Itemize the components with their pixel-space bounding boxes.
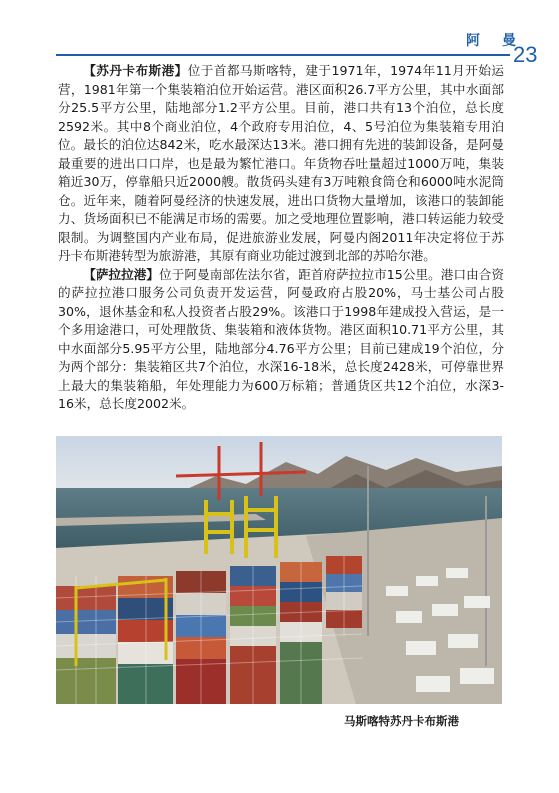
paragraph-text: 位于首都马斯喀特，建于1971年，1974年11月开始运营，1981年第一个集装箱泊位开始运营。港区面积26.7平方公里，其中水面部分25.5平方公里，陆地部分1.2平方公里。目前，港口共有13个泊位，总长度2592米。其中8个商业泊位，4个政府专用泊位，4、5号泊位为集装箱专用泊位。最长的泊位达842米，吃水最深达13米。港口拥有先进的装卸设备，是阿曼最重要的进出口口岸，也是最为繁忙港口。年货物吞吐量超过1000万吨，集装箱近30万，停靠船只近2000艘。散货码头建有3万吨粮食筒仓和6000吨水泥筒仓。近年来，随着阿曼经济的快速发展，进出口货物大量增加，该港口的装卸能力、货场面积已不能满足市场的需要。加之受地理位置影响，港口转运能力较受限制。为调整国内产业布局，促进旅游业发展，阿曼内阁2011年决定将位于苏丹卡布斯港转型为旅游港，其原有商业功能过渡到北部的苏哈尔港。 [58,63,504,263]
paragraph-text: 位于阿曼南部佐法尔省，距首府萨拉拉市15公里。港口由合资的萨拉拉港口服务公司负责开发运营，阿曼政府占股20%，马士基公司占股30%，退休基金和私人投资者占股29%。该港口于1998年建成投入营运，是一个多用途港口，可处理散货、集装箱和液体货物。港区面积10.71平方公里，其中水面部分5.95平方公里，陆地部分4.76平方公里；目前已建成19个泊位，分为两个部分：集装箱区共7个泊位，水深16-18米，总长度2428米，可停靠世界上最大的集装箱船，年处理能力为600万标箱；普通货区共12个泊位，水深3-16米，总长度2002米。 [58,266,505,411]
port-photo-illustration [56,436,502,704]
page-number: 23 [513,42,538,67]
paragraph-term: 【苏丹卡布斯港】 [83,63,188,78]
section-title: 阿 曼 [466,33,520,49]
paragraph-salalah-port [58,266,504,414]
figure-caption: 马斯喀特苏丹卡布斯港 [344,714,459,728]
paragraph-term: 【萨拉拉港】 [83,266,160,282]
header-rule [56,54,510,56]
body-text [58,62,504,414]
port-photo [56,436,502,704]
paragraph-sultan-qaboos-port [58,62,504,266]
